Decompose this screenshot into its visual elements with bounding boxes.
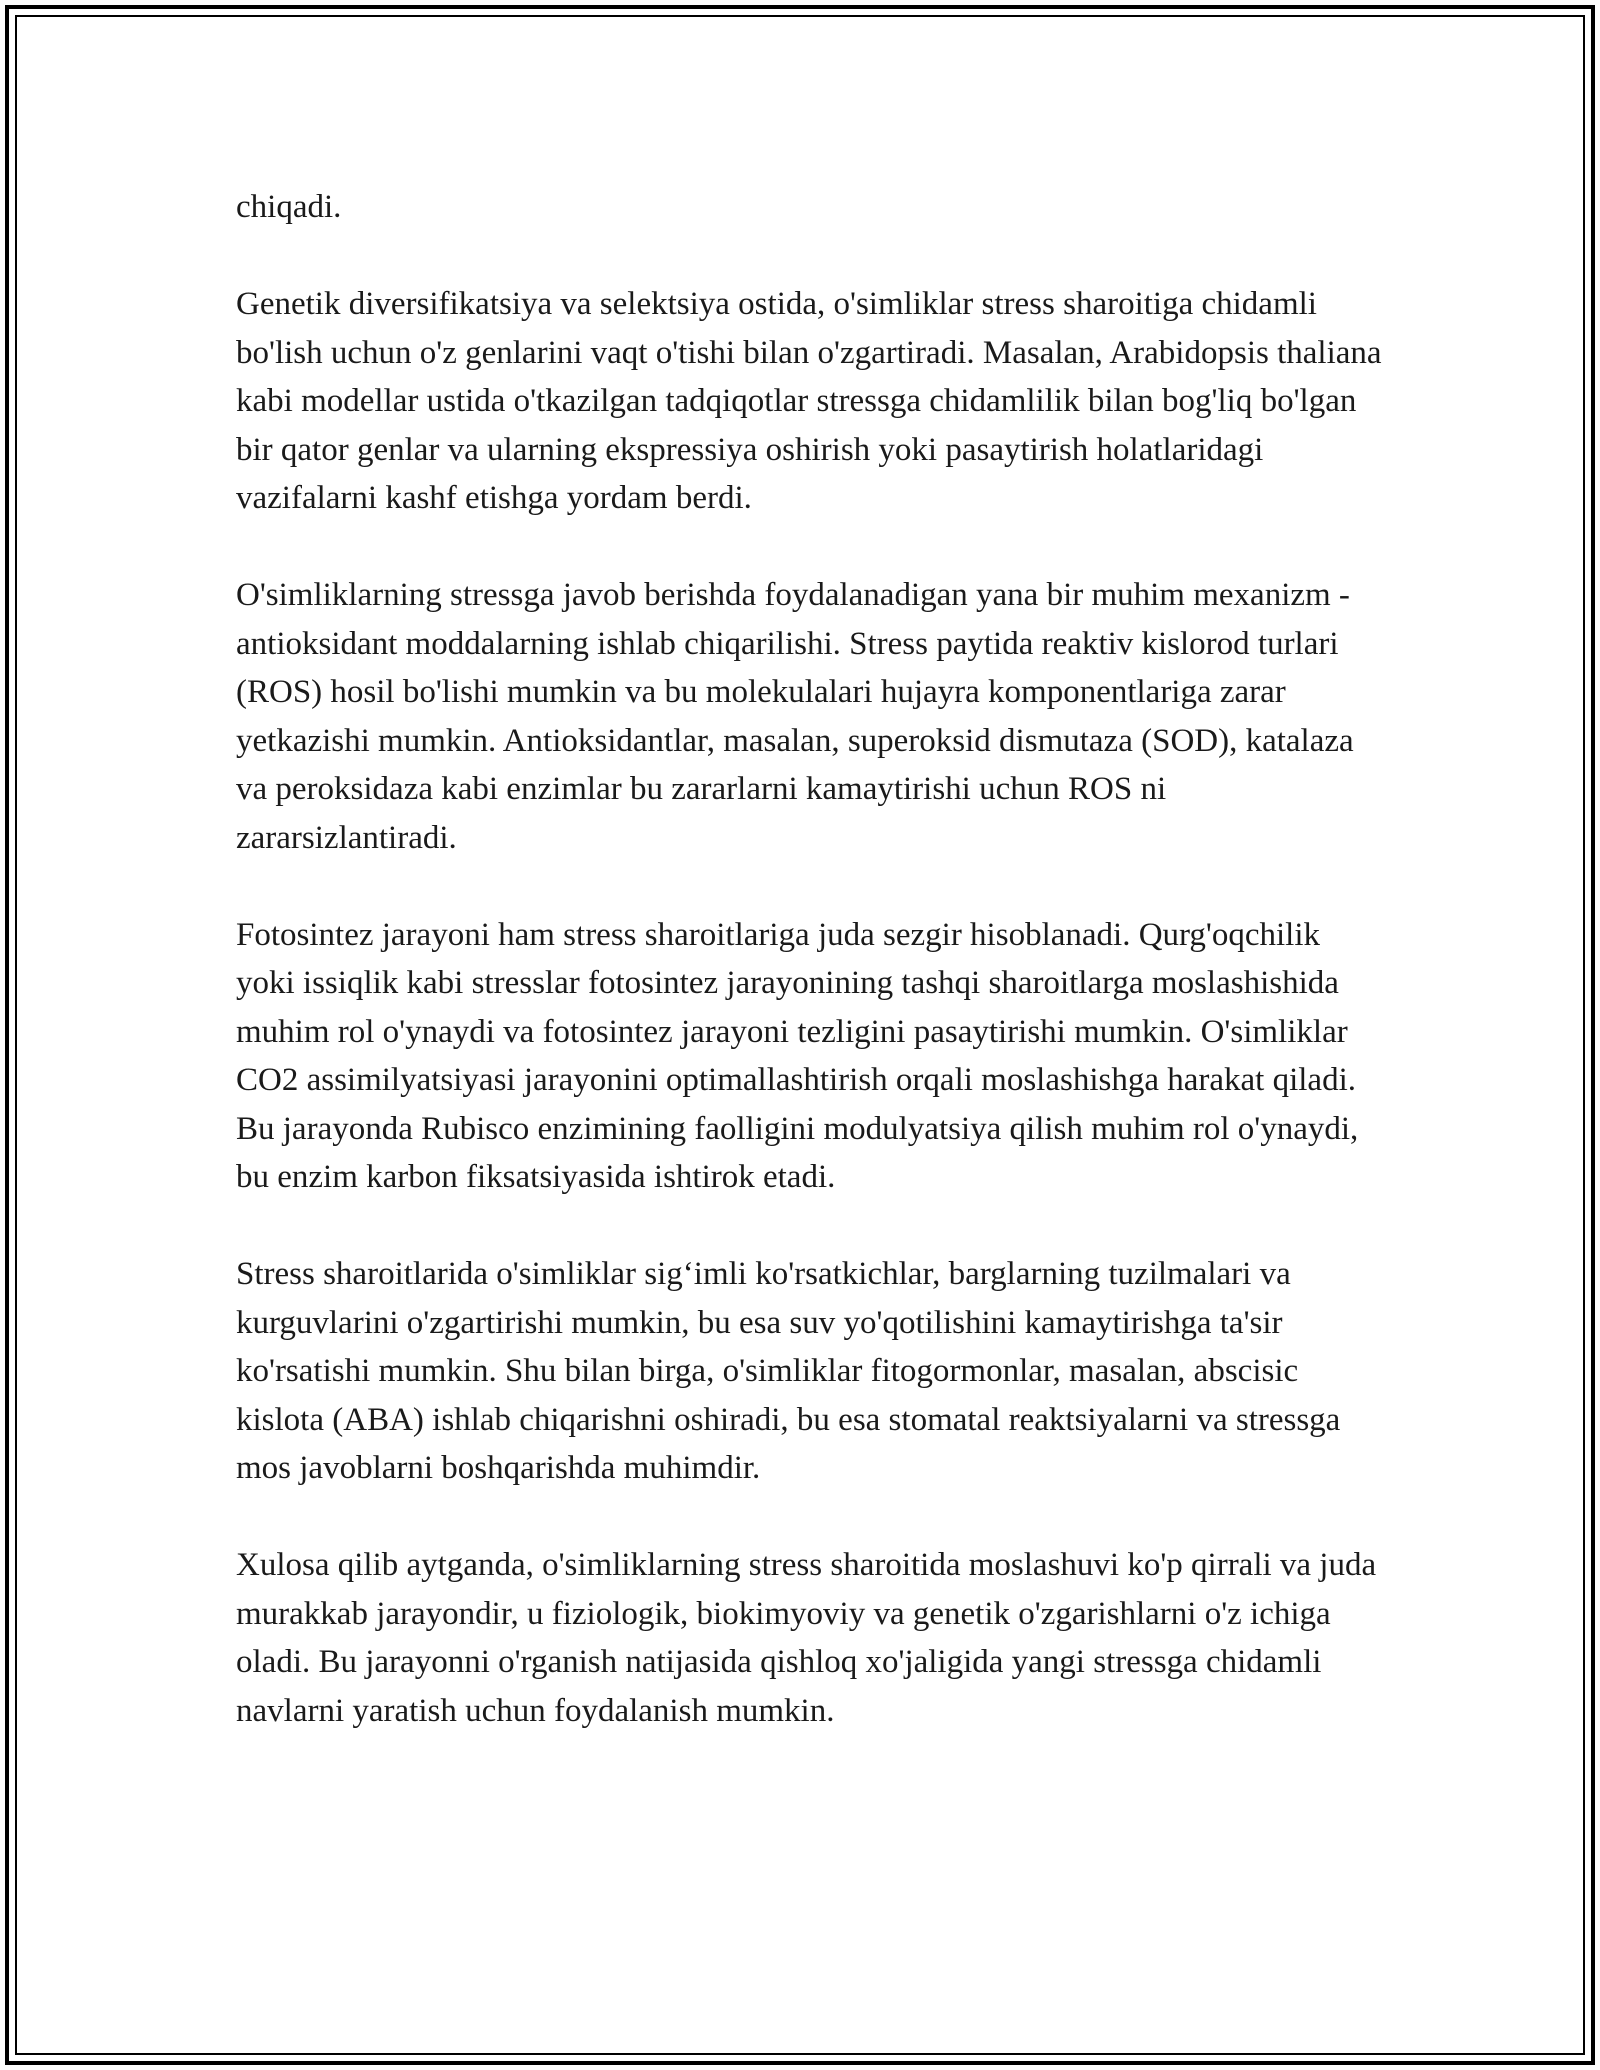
paragraph-conclusion: Xulosa qilib aytganda, o'simliklarning stress sharoitida moslashuvi ko'p qirrali va juda murakkab jarayondir, u fiziologik, biokimyoviy va genetik o'zgarishlarni o'z ichiga oladi. Bu jarayonni o'rganish natijasida qishloq xo'jaligida yangi stressga chidamli navlarni yaratish uchun foydalanish mumkin.	[236, 1547, 1377, 1729]
paragraph-photosynthesis: Fotosintez jarayoni ham stress sharoitlariga juda sezgir hisoblanadi. Qurg'oqchilik yoki issiqlik kabi stresslar fotosintez jarayonining tashqi sharoitlarga moslashishida muhim rol o'ynaydi va fotosintez jarayoni tezligini pasaytirishi mumkin. O'simliklar CO2 assimilyatsiyasi jarayonini optimallashtirish orqali moslashishga harakat qiladi. Bu jarayonda Rubisco enzimining faolligini modulyatsiya qilish muhim rol o'ynaydi, bu enzim karbon fiksatsiyasida ishtirok etadi.	[236, 916, 1359, 1195]
document-body	[236, 183, 1386, 1735]
paragraph-genetic-diversification: Genetik diversifikatsiya va selektsiya ostida, o'simliklar stress sharoitiga chidamli bo'lish uchun o'z genlarini vaqt o'tishi bilan o'zgartiradi. Masalan, Arabidopsis thaliana kabi modellar ustida o'tkazilgan tadqiqotlar stressga chidamlilik bilan bog'liq bo'lgan bir qator genlar va ularning ekspressiya oshirish yoki pasaytirish holatlaridagi vazifalarni kashf etishga yordam berdi.	[236, 286, 1382, 516]
paragraph-antioxidants: O'simliklarning stressga javob berishda foydalanadigan yana bir muhim mexanizm - antioksidant moddalarning ishlab chiqarilishi. Stress paytida reaktiv kislorod turlari (ROS) hosil bo'lishi mumkin va bu molekulalari hujayra komponentlariga zarar yetkazishi mumkin. Antioksidantlar, masalan, superoksid dismutaza (SOD), katalaza va peroksidaza kabi enzimlar bu zararlarni kamaytirishi uchun ROS ni zararsizlantiradi.	[236, 577, 1354, 856]
paragraph-continuation: chiqadi.	[236, 189, 342, 225]
paragraph-stress-conditions: Stress sharoitlarida o'simliklar sig‘imli ko'rsatkichlar, barglarning tuzilmalari va kurguvlarini o'zgartirishi mumkin, bu esa suv yo'qotilishini kamaytirishga ta'sir ko'rsatishi mumkin. Shu bilan birga, o'simliklar fitogormonlar, masalan, abscisic kislota (ABA) ishlab chiqarishni oshiradi, bu esa stomatal reaktsiyalarni va stressga mos javoblarni boshqarishda muhimdir.	[236, 1256, 1341, 1486]
